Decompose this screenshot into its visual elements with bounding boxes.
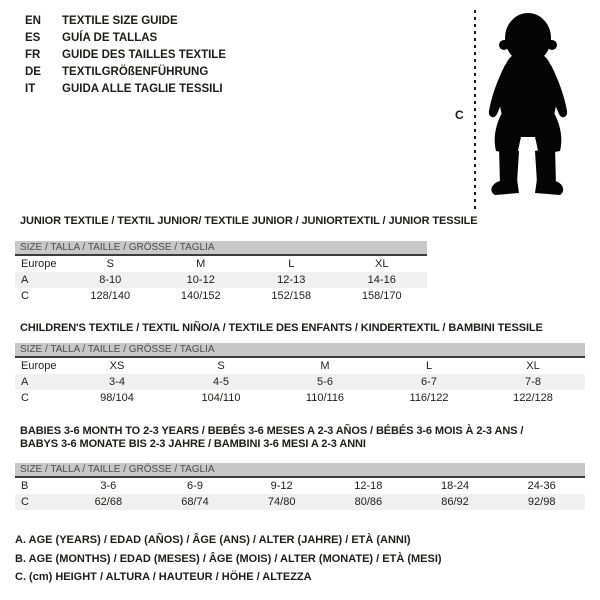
junior-size-table bbox=[15, 241, 427, 304]
size-cell: M bbox=[320, 360, 330, 372]
junior-textile-section bbox=[15, 215, 478, 304]
age-cell: 12-13 bbox=[277, 274, 306, 286]
childrens-table-title: CHILDREN'S TEXTILE / TEXTIL NIÑO/A / TEXTILE DES ENFANTS / KINDERTEXTIL / BAMBINI TESSILE bbox=[20, 322, 543, 334]
height-dotted-line bbox=[474, 10, 476, 211]
baby-height-figure bbox=[452, 8, 600, 218]
height-cell: 74/80 bbox=[267, 496, 296, 508]
row-label: C bbox=[21, 290, 29, 302]
size-cell: S bbox=[106, 258, 114, 270]
height-cell: 128/140 bbox=[90, 290, 131, 302]
row-label: Europe bbox=[21, 360, 57, 372]
months-cell: 6-9 bbox=[187, 480, 203, 492]
height-cell: 92/98 bbox=[527, 496, 556, 508]
table-row-europe bbox=[15, 358, 585, 374]
baby-silhouette-icon bbox=[483, 11, 571, 207]
size-cell: M bbox=[196, 258, 206, 270]
language-title: GUIDE DES TAILLES TEXTILE bbox=[62, 49, 226, 61]
height-cell: 110/116 bbox=[305, 392, 345, 404]
row-label: B bbox=[21, 480, 29, 492]
height-cell: 80/86 bbox=[354, 496, 383, 508]
size-cell: L bbox=[425, 360, 433, 372]
height-cell: 122/128 bbox=[513, 392, 553, 404]
table-row-age bbox=[15, 374, 585, 390]
size-header-bar: SIZE / TALLA / TAILLE / GRÖSSE / TAGLIA bbox=[15, 463, 585, 478]
table-row-height bbox=[15, 494, 585, 510]
months-cell: 12-18 bbox=[354, 480, 383, 492]
childrens-textile-section bbox=[15, 322, 585, 406]
babies-table-title-line2: BABYS 3-6 MONATE BIS 2-3 JAHRE / BAMBINI 3-6 MESI A 2-3 ANNI bbox=[20, 438, 366, 450]
table-row-height bbox=[15, 390, 585, 406]
note-height-cm: C. (cm) HEIGHT / ALTURA / HAUTEUR / HÖHE / ALTEZZA bbox=[15, 571, 312, 583]
size-header-bar: SIZE / TALLA / TAILLE / GRÖSSE / TAGLIA bbox=[15, 343, 585, 358]
row-label: A bbox=[21, 274, 29, 286]
size-cell: XL bbox=[375, 258, 389, 270]
language-row-it bbox=[25, 81, 226, 98]
size-header-bar: SIZE / TALLA / TAILLE / GRÖSSE / TAGLIA bbox=[15, 241, 427, 256]
height-cell: 68/74 bbox=[181, 496, 209, 508]
childrens-size-table bbox=[15, 343, 585, 406]
language-title: GUIDA ALLE TAGLIE TESSILI bbox=[62, 83, 223, 95]
size-cell: XS bbox=[109, 360, 125, 372]
months-cell: 18-24 bbox=[440, 480, 470, 492]
height-cell: 152/158 bbox=[271, 290, 312, 302]
months-cell: 24-36 bbox=[527, 480, 556, 492]
language-list bbox=[25, 13, 226, 98]
height-cell: 140/152 bbox=[180, 290, 221, 302]
row-label: Europe bbox=[21, 258, 57, 270]
table-row-age bbox=[15, 272, 427, 288]
babies-size-table bbox=[15, 463, 585, 510]
note-age-years: A. AGE (YEARS) / EDAD (AÑOS) / ÂGE (ANS) / ALTER (JAHRE) / ETÀ (ANNI) bbox=[15, 534, 411, 546]
height-cell: 104/110 bbox=[201, 392, 241, 404]
table-row-height bbox=[15, 288, 427, 304]
size-cell: S bbox=[217, 360, 225, 372]
size-cell: L bbox=[288, 258, 295, 270]
age-cell: 3-4 bbox=[109, 376, 125, 388]
language-code: EN bbox=[25, 15, 41, 27]
age-cell: 4-5 bbox=[213, 376, 229, 388]
months-cell: 9-12 bbox=[270, 480, 293, 492]
age-cell: 10-12 bbox=[186, 274, 215, 286]
language-code: DE bbox=[25, 66, 41, 78]
babies-textile-section bbox=[15, 425, 585, 510]
age-cell: 5-6 bbox=[317, 376, 333, 388]
age-cell: 8-10 bbox=[99, 274, 122, 286]
height-cell: 86/92 bbox=[441, 496, 469, 508]
height-cell: 116/122 bbox=[409, 392, 449, 404]
language-title: TEXTILGRÖßENFÜHRUNG bbox=[62, 66, 209, 78]
height-cell: 158/170 bbox=[361, 290, 402, 302]
age-cell: 6-7 bbox=[421, 376, 437, 388]
language-row-de bbox=[25, 64, 226, 81]
age-cell: 7-8 bbox=[525, 376, 541, 388]
height-cell: 62/68 bbox=[94, 496, 123, 508]
language-title: TEXTILE SIZE GUIDE bbox=[62, 15, 178, 27]
row-label: C bbox=[21, 392, 29, 404]
language-code: FR bbox=[25, 49, 41, 61]
row-label: C bbox=[21, 496, 29, 508]
age-cell: 14-16 bbox=[367, 274, 396, 286]
language-code: ES bbox=[25, 32, 41, 44]
table-row-europe bbox=[15, 256, 427, 272]
language-row-es bbox=[25, 30, 226, 47]
height-measure-label: C bbox=[455, 108, 464, 122]
language-row-en bbox=[25, 13, 226, 30]
babies-table-title-line1: BABIES 3-6 MONTH TO 2-3 YEARS / BEBÉS 3-6 MESES A 2-3 AÑOS / BÉBÉS 3-6 MOIS À 2-3 ANS / bbox=[20, 425, 524, 437]
note-age-months: B. AGE (MONTHS) / EDAD (MESES) / ÂGE (MOIS) / ALTER (MONATE) / ETÀ (MESI) bbox=[15, 552, 442, 565]
language-row-fr bbox=[25, 47, 226, 64]
legend-notes bbox=[15, 531, 442, 587]
height-cell: 98/104 bbox=[100, 392, 134, 404]
size-cell: XL bbox=[526, 360, 540, 372]
row-label: A bbox=[21, 376, 29, 388]
months-cell: 3-6 bbox=[100, 480, 117, 492]
junior-table-title: JUNIOR TEXTILE / TEXTIL JUNIOR/ TEXTILE JUNIOR / JUNIORTEXTIL / JUNIOR TESSILE bbox=[20, 215, 478, 227]
language-title: GUÍA DE TALLAS bbox=[62, 32, 158, 44]
table-row-months bbox=[15, 478, 585, 494]
language-code: IT bbox=[25, 83, 36, 95]
